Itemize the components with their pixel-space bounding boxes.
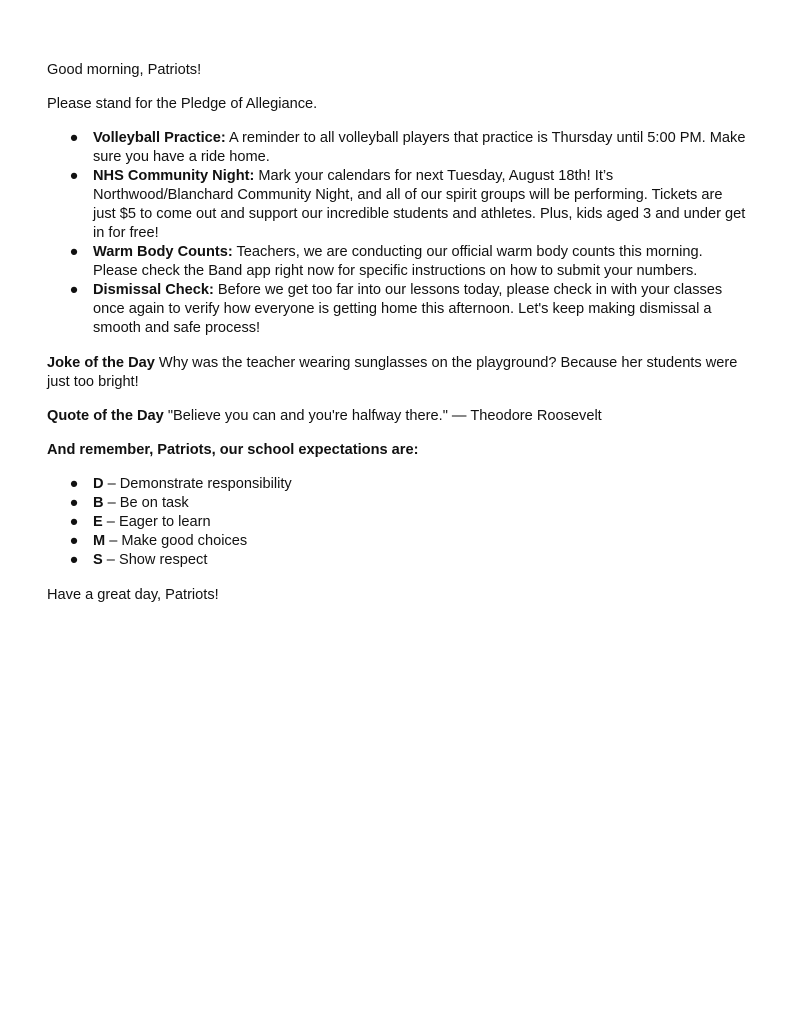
greeting-line: Good morning, Patriots! bbox=[47, 62, 202, 78]
list-item bbox=[47, 513, 747, 532]
expectation-letter: M bbox=[93, 533, 106, 549]
announcement-text: Before we get too far into our lessons today, please check in with your classes once again to verify how everyone is getting home this afternoon. Let's keep making dismissal a smooth and safe process! bbox=[93, 282, 723, 336]
bullet-icon: ● bbox=[69, 168, 79, 184]
expectation-text: – Demonstrate responsibility bbox=[103, 476, 292, 492]
list-item bbox=[47, 494, 747, 513]
announcement-title: Warm Body Counts: bbox=[93, 244, 233, 260]
bullet-icon: ● bbox=[69, 130, 79, 146]
joke-paragraph bbox=[47, 354, 747, 392]
bullet-icon: ● bbox=[69, 514, 79, 530]
bullet-icon: ● bbox=[69, 533, 79, 549]
list-item bbox=[47, 551, 747, 570]
expectations-list bbox=[47, 475, 747, 570]
announcement-text: Teachers, we are conducting our official warm body counts this morning. Please check the Band app right now for specific instructions on how to submit your numbers. bbox=[93, 244, 703, 279]
list-item bbox=[47, 167, 747, 243]
expectation-letter: S bbox=[93, 552, 103, 568]
bullet-icon: ● bbox=[69, 552, 79, 568]
pledge-line: Please stand for the Pledge of Allegiance. bbox=[47, 96, 318, 112]
quote-label: Quote of the Day bbox=[47, 408, 164, 424]
expectation-text: – Eager to learn bbox=[102, 514, 211, 530]
list-item bbox=[47, 129, 747, 167]
expectation-text: – Make good choices bbox=[105, 533, 248, 549]
announcement-text: Mark your calendars for next Tuesday, August 18th! It’s Northwood/Blanchard Community Night, and all of our spirit groups will be performing. Tickets are just $5 to come out and support our incredible students and athletes. Plus, kids aged 3 and under get in for free! bbox=[93, 168, 746, 241]
quote-text: "Believe you can and you're halfway there." — Theodore Roosevelt bbox=[163, 408, 602, 424]
list-item bbox=[47, 281, 747, 338]
joke-label: Joke of the Day bbox=[47, 355, 155, 371]
announcement-title: NHS Community Night: bbox=[93, 168, 255, 184]
announcement-title: Volleyball Practice: bbox=[93, 130, 226, 146]
bullet-icon: ● bbox=[69, 476, 79, 492]
expectation-letter: D bbox=[93, 476, 104, 492]
expectation-letter: B bbox=[93, 495, 104, 511]
expectation-letter: E bbox=[93, 514, 103, 530]
announcement-title: Dismissal Check: bbox=[93, 282, 214, 298]
bullet-icon: ● bbox=[69, 244, 79, 260]
bullet-icon: ● bbox=[69, 495, 79, 511]
bullet-icon: ● bbox=[69, 282, 79, 298]
announcements-list bbox=[47, 129, 747, 338]
expectations-heading: And remember, Patriots, our school expectations are: bbox=[47, 442, 419, 458]
joke-text: Why was the teacher wearing sunglasses on the playground? Because her students were just too bright! bbox=[47, 355, 738, 390]
quote-paragraph bbox=[47, 407, 747, 426]
list-item bbox=[47, 532, 747, 551]
list-item bbox=[47, 243, 747, 281]
closing-line: Have a great day, Patriots! bbox=[47, 587, 219, 603]
expectation-text: – Be on task bbox=[103, 495, 189, 511]
list-item bbox=[47, 475, 747, 494]
expectation-text: – Show respect bbox=[102, 552, 208, 568]
announcement-text: A reminder to all volleyball players that practice is Thursday until 5:00 PM. Make sure you have a ride home. bbox=[93, 130, 746, 165]
